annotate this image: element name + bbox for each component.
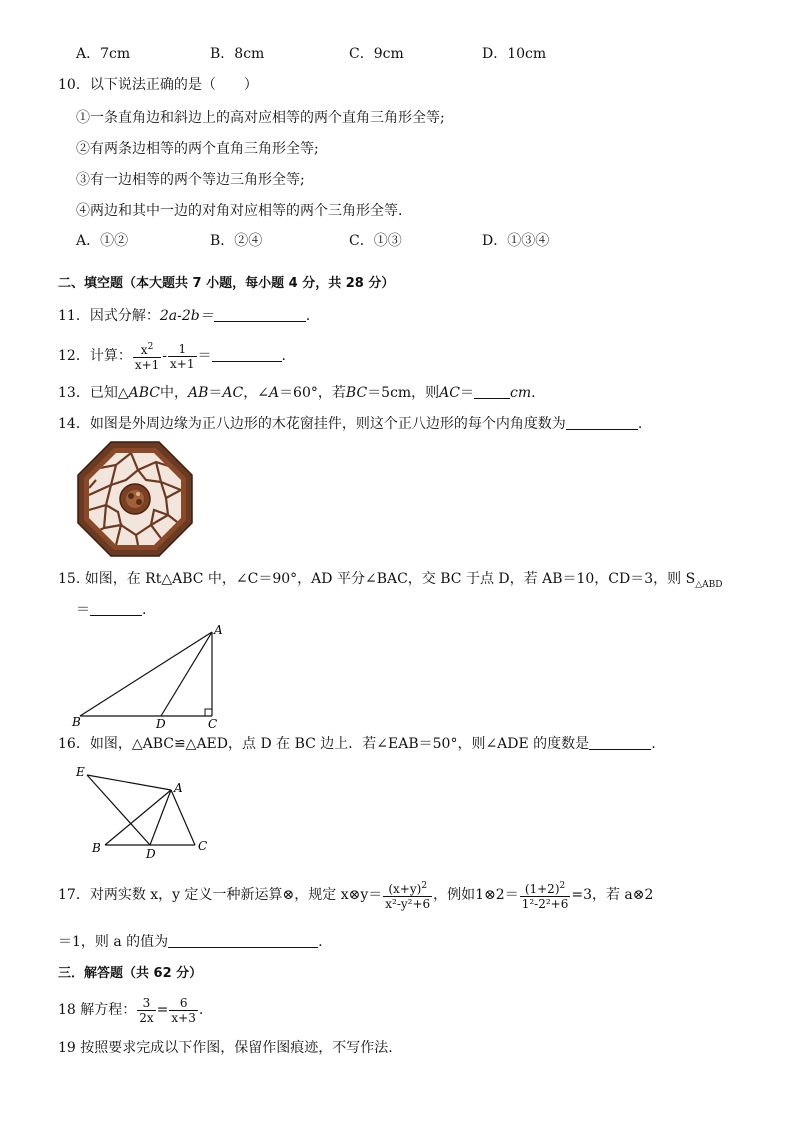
q15-triangle-figure xyxy=(70,624,230,730)
q9-option-c: C．9cm xyxy=(349,46,404,62)
q11 xyxy=(58,306,310,326)
q13: 13．已知△ABC中，AB＝AC，∠A＝60°，若BC＝5cm，则AC＝ cm. xyxy=(58,385,536,401)
label-B: B xyxy=(72,715,81,729)
q11-expr: 2a-2b＝ xyxy=(159,308,214,324)
q10-statement-3: ③有一边相等的两个等边三角形全等; xyxy=(76,172,305,188)
label-C: C xyxy=(208,717,218,730)
q11-prefix: 11．因式分解： xyxy=(58,308,160,324)
label-A: A xyxy=(174,781,183,795)
segment-AD xyxy=(161,632,212,716)
label-A: A xyxy=(214,624,223,637)
q18: 18 解方程： $\frac{3}{2x}$ = $\frac{6}{x+3}$ . xyxy=(58,995,204,1025)
q17 xyxy=(58,878,653,912)
q12-answer-blank[interactable] xyxy=(212,347,282,362)
right-angle-mark xyxy=(205,709,212,716)
q12: 12．计算： $\frac{x^2}{x+1}$ - $\frac{1}{x+1}$ ＝ . xyxy=(58,341,286,372)
q10-statement-1: ①一条直角边和斜边上的高对应相等的两个直角三角形全等; xyxy=(76,110,445,126)
q14-answer-blank[interactable] xyxy=(566,415,638,430)
q16: 16．如图，△ABC≌△AED，点 D 在 BC 边上．若∠EAB＝50°，则∠ADE 的度数是 . xyxy=(58,736,656,752)
q10-option-d: D．①③④ xyxy=(482,233,550,249)
q10-option-b: B．②④ xyxy=(210,233,263,249)
q17-text-c: =3，若 a⊗2 xyxy=(571,887,654,903)
q9-option-a: A．7cm xyxy=(76,46,131,62)
label-D: D xyxy=(156,717,166,730)
q16-text: 16．如图，△ABC≌△AED，点 D 在 BC 边上．若∠EAB＝50°，则∠ADE 的度数是 xyxy=(58,736,590,752)
q17-answer-blank[interactable] xyxy=(168,933,318,948)
label-C: C xyxy=(198,839,208,853)
q17-line-2: ＝1，则 a 的值为 . xyxy=(58,934,323,950)
label-E: E xyxy=(76,765,85,779)
q16-answer-blank[interactable] xyxy=(589,735,651,750)
q9-option-b: B．8cm xyxy=(210,46,265,62)
label-D: D xyxy=(146,847,156,861)
q12-equals: ＝ xyxy=(197,348,212,364)
q15-answer-line: ＝ . xyxy=(76,602,147,618)
q10-statement-2: ②有两条边相等的两个直角三角形全等; xyxy=(76,141,319,157)
q12-fraction-1: $\frac{x^2}{x+1}$ xyxy=(134,342,160,372)
label-B: B xyxy=(92,841,101,855)
section-3-title: 三．解答题（共 62 分） xyxy=(58,966,203,981)
q11-answer-blank[interactable] xyxy=(214,307,306,322)
q15-subscript: △ABD xyxy=(695,579,723,590)
q14: 14．如图是外周边缘为正八边形的木花窗挂件，则这个正八边形的每个内角度数为 . xyxy=(58,416,643,432)
q15-answer-blank[interactable] xyxy=(90,601,142,616)
q12-end: . xyxy=(281,348,286,364)
q17-text-a: 17．对两实数 x，y 定义一种新运算⊗，规定 x⊗y＝ xyxy=(58,887,383,903)
q18-fraction-2: $\frac{6}{x+3}$ xyxy=(171,995,196,1025)
q10-option-a: A．①② xyxy=(76,233,129,249)
q12-fraction-2: $\frac{1}{x+1}$ xyxy=(170,341,195,371)
q10-statement-4: ④两边和其中一边的对角对应相等的两个三角形全等. xyxy=(76,203,403,219)
q15-text: 15. 如图，在 Rt△ABC 中，∠C＝90°，AD 平分∠BAC，交 BC 于点 D，若 AB＝10，CD＝3，则 S xyxy=(58,571,696,587)
q17-example-fraction: $\frac{(1+2)^2}{\text{1²-2²+6}}$ xyxy=(521,881,569,911)
q19: 19 按照要求完成以下作图，保留作图痕迹，不写作法. xyxy=(58,1040,393,1056)
q18-fraction-1: $\frac{3}{2x}$ xyxy=(139,995,154,1025)
q12-prefix: 12．计算： xyxy=(58,348,132,364)
section-2-title: 二、填空题（本大题共 7 小题，每小题 4 分，共 28 分） xyxy=(58,276,395,291)
q9-option-d: D．10cm xyxy=(482,46,547,62)
q18-prefix: 18 解方程： xyxy=(58,1002,137,1018)
q10-stem: 10．以下说法正确的是（ ） xyxy=(58,77,258,93)
q11-end: . xyxy=(305,308,311,324)
q14-text: 14．如图是外周边缘为正八边形的木花窗挂件，则这个正八边形的每个内角度数为 xyxy=(58,416,566,432)
q16-triangle-figure xyxy=(70,762,220,864)
q13-answer-blank[interactable] xyxy=(474,384,510,399)
q17-definition-fraction: $\frac{(x+y)^2}{\text{x²-y²+6}}$ xyxy=(385,881,431,911)
q15 xyxy=(58,569,722,595)
segment-AB xyxy=(80,632,212,716)
octagon-window-figure xyxy=(76,440,194,558)
q17-text-b: ，例如1⊗2＝ xyxy=(433,887,519,903)
q10-option-c: C．①③ xyxy=(349,233,402,249)
